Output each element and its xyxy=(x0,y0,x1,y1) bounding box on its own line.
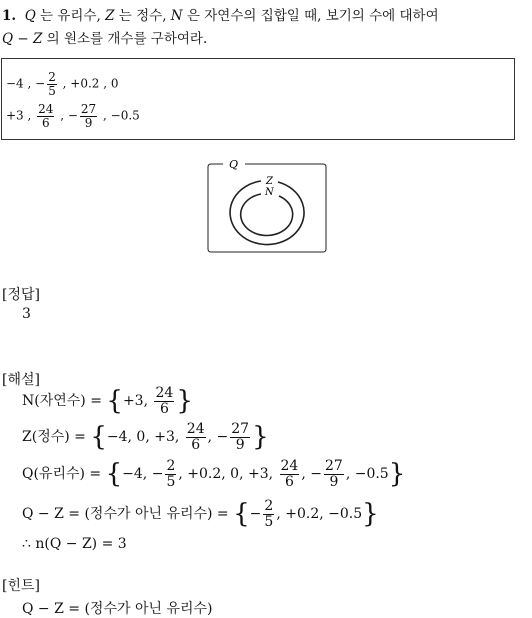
problem-expr: Q − Z xyxy=(2,31,43,47)
denominator: 9 xyxy=(329,473,339,490)
set-lhs: Q − Z = (정수가 아닌 유리수) = xyxy=(22,506,234,523)
brace: } xyxy=(388,459,406,490)
fraction xyxy=(154,386,174,416)
problem-text-4: 의 원소를 개수를 구하여라. xyxy=(42,31,208,47)
problem-number: 1. xyxy=(2,8,17,24)
numerator: 24 xyxy=(155,385,174,401)
problem-text-2: 는 정수, xyxy=(114,8,171,24)
numerator: 27 xyxy=(80,102,97,116)
set-text: , − xyxy=(207,429,229,446)
problem-line-1 xyxy=(2,4,439,24)
set-text: , +0.2, 0, +3, xyxy=(178,466,278,483)
numerator: 2 xyxy=(166,458,176,474)
brace: { xyxy=(105,459,123,490)
set-text: −4, 0, +3, xyxy=(106,429,184,446)
solution-z-set xyxy=(22,422,269,452)
numerator: 27 xyxy=(324,458,343,474)
n-label: N xyxy=(265,187,274,198)
choice-text: , −0.5 xyxy=(99,108,140,123)
solution-heading: [해설] xyxy=(2,372,40,388)
numerator: 24 xyxy=(38,102,54,116)
numerator: 24 xyxy=(186,421,205,437)
var-q: Q xyxy=(24,8,36,24)
fraction xyxy=(47,71,57,97)
set-text: +3, xyxy=(122,393,153,410)
fraction xyxy=(165,459,176,489)
solution-qz-set xyxy=(22,499,379,529)
answer-value: 3 xyxy=(22,306,31,322)
numerator: 24 xyxy=(280,458,299,474)
fraction xyxy=(37,103,54,129)
choices-row-2 xyxy=(6,103,140,129)
hint-heading: [힌트] xyxy=(2,578,40,594)
denominator: 9 xyxy=(235,436,245,453)
set-text: , −0.5 xyxy=(345,466,389,483)
q-label: Q xyxy=(229,158,239,171)
denominator: 6 xyxy=(284,473,294,490)
choice-text: , +0.2 , 0 xyxy=(58,76,119,91)
solution-q-set xyxy=(22,459,405,489)
set-text: , +0.2, −0.5 xyxy=(276,506,363,523)
denominator: 5 xyxy=(48,83,56,98)
set-text: , − xyxy=(301,466,322,483)
z-label: Z xyxy=(266,176,273,187)
problem-text-1: 는 유리수, xyxy=(35,8,106,24)
set-text: − xyxy=(249,506,262,523)
denominator: 6 xyxy=(41,115,50,130)
set-lhs: N(자연수) = xyxy=(22,393,107,410)
numerator: 2 xyxy=(264,498,274,514)
fraction xyxy=(263,499,274,529)
denominator: 5 xyxy=(264,513,274,530)
hint-text: Q − Z = (정수가 아닌 유리수) xyxy=(22,601,213,617)
fraction xyxy=(80,103,97,129)
brace: { xyxy=(233,499,250,530)
problem-line-2 xyxy=(2,27,207,47)
numerator: 27 xyxy=(231,421,250,437)
fraction xyxy=(186,422,206,452)
set-lhs: Q(유리수) = xyxy=(22,466,106,483)
var-n: N xyxy=(170,8,183,24)
venn-diagram xyxy=(205,157,330,253)
brace: } xyxy=(176,386,193,417)
fraction xyxy=(324,459,344,489)
brace: } xyxy=(362,499,379,530)
choices-row-1 xyxy=(6,71,119,97)
solution-n-set xyxy=(22,386,193,416)
denominator: 6 xyxy=(159,400,169,417)
fraction xyxy=(230,422,250,452)
brace: { xyxy=(106,386,123,417)
answer-heading: [정답] xyxy=(2,287,40,303)
set-text: −4, − xyxy=(122,466,164,483)
brace: } xyxy=(252,422,269,453)
denominator: 6 xyxy=(191,436,201,453)
var-z: Z xyxy=(105,8,115,24)
denominator: 5 xyxy=(166,473,176,490)
brace: { xyxy=(90,422,107,453)
solution-conclusion: ∴ n(Q − Z) = 3 xyxy=(22,536,127,552)
numerator: 2 xyxy=(48,70,56,84)
choice-text: −4 , − xyxy=(6,76,46,91)
choice-text: , − xyxy=(56,108,78,123)
problem-text-3: 은 자연수의 집합일 때, 보기의 수에 대하여 xyxy=(182,8,439,24)
fraction xyxy=(280,459,300,489)
choice-text: +3 , xyxy=(6,108,36,123)
set-lhs: Z(정수) = xyxy=(22,429,91,446)
n-circle xyxy=(241,194,293,235)
denominator: 9 xyxy=(84,115,93,130)
